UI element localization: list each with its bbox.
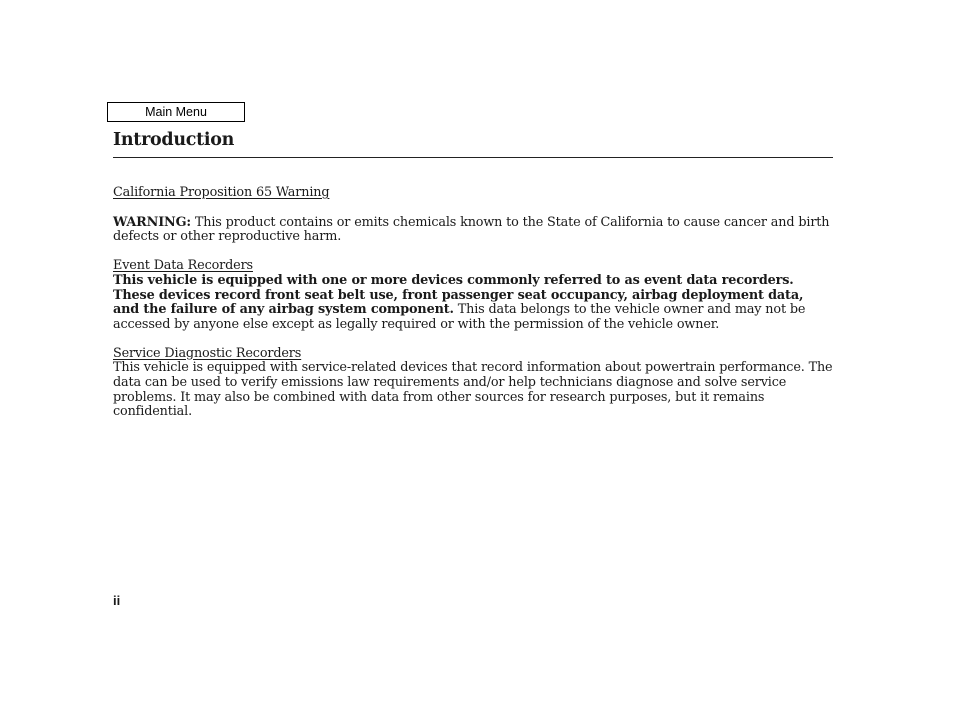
main-menu-button[interactable]: Main Menu — [107, 102, 245, 122]
service-diag-section — [113, 347, 833, 421]
page-title: Introduction — [113, 130, 235, 150]
warning-label: WARNING: — [113, 214, 191, 230]
service-diag-heading: Service Diagnostic Recorders — [113, 345, 302, 361]
title-divider — [113, 157, 833, 158]
prop65-paragraph — [113, 216, 833, 245]
document-body — [113, 186, 833, 420]
event-data-section — [113, 259, 833, 333]
event-data-paragraph — [113, 274, 833, 333]
service-diag-paragraph: This vehicle is equipped with service-related devices that record information about powertrain performance. The data can be used to verify emissions law requirements and/or help technicians diagnose and solve service problems. It may also be combined with data from other sources for research purposes, but it remains confidential. — [113, 360, 833, 420]
prop65-section — [113, 186, 833, 245]
warning-text: This product contains or emits chemicals known to the State of California to cause cancer and birth defects or other reproductive harm. — [113, 214, 830, 245]
event-data-bold-text: This vehicle is equipped with one or more devices commonly referred to as event data recorders. These devices record front seat belt use, front passenger seat occupancy, airbag deployment data, and the failure of any airbag system component. — [113, 272, 804, 318]
page-number: ii — [113, 593, 121, 608]
event-data-body-text: This data belongs to the vehicle owner and may not be accessed by anyone else except as legally required or with the permission of the vehicle owner. — [113, 302, 806, 332]
event-data-heading: Event Data Recorders — [113, 258, 253, 274]
prop65-heading: California Proposition 65 Warning — [113, 185, 330, 200]
